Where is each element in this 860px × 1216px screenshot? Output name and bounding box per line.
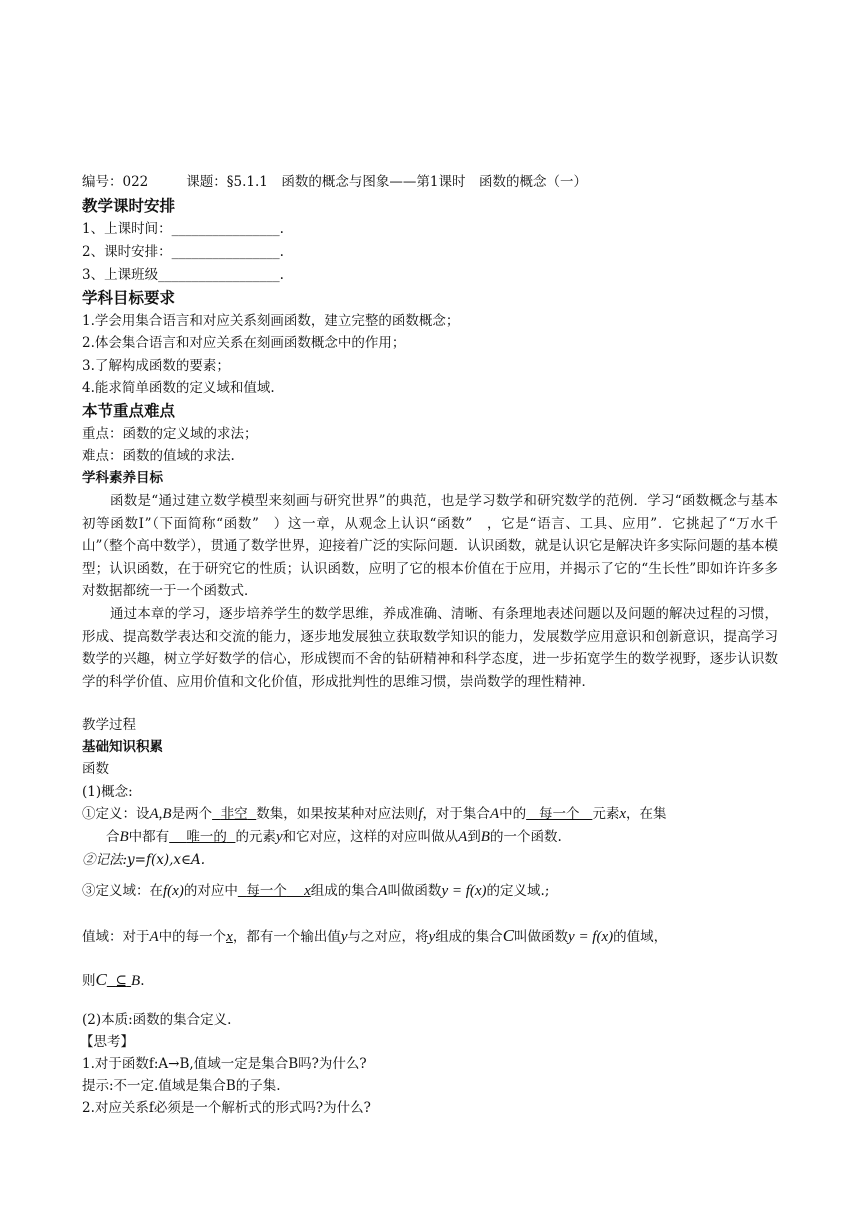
range-text: 的值域， [613,929,668,945]
range-math: B [131,973,141,989]
think-title: 【思考】 [80,1034,134,1050]
def-math: f [418,806,423,822]
arrangement-item: 2、课时安排：________________. [82,244,284,260]
def-text: ，对于集合 [422,806,490,822]
fill-blank-subset: ⊆ [115,973,127,989]
subsection-title-basics: 基础知识积累 [82,739,163,755]
range-text: 中的每一个 [158,929,227,945]
domain-math: y = f(x) [441,883,487,899]
def-math: A [458,829,468,845]
topic-label: 函数 [82,761,109,777]
answer-1: 提示:不一定.值域是集合B的子集. [82,1078,281,1094]
literacy-paragraph-2: 通过本章的学习，逐步培养学生的数学思维，养成准确、清晰、有条理地表述问题以及问题的解决过程的习惯，形成、提高数学表达和交流的能力，逐步地发展独立获取数学知识的能力，发展数学应用意识和创新意识，提高学习数学的兴趣，树立学好数学的信心，形成锲而不舍的钻研精神和科学态度，进一步拓宽学生的数学视野，逐步认识数学的科学价值、应用价值和文化价值，形成批判性的思维习惯，崇尚数学的理性精神． [82,606,778,690]
fill-blank-every: 每一个 [538,806,580,822]
def-text: 合 [106,829,120,845]
fill-blank-nonempty: 非空 [220,806,248,822]
keypoint-item: 难点：函数的值域的求法. [82,448,235,464]
def-math: A [489,806,500,822]
def-text: 中的 [499,806,527,822]
notation-line: ②记法:y=f(x),x∈A. [82,852,206,868]
range-text: ，都有一个输出值 [232,929,341,945]
def-math: x [619,806,627,822]
domain-line [82,881,549,901]
def-math: B [480,829,490,845]
domain-text: ③定义域：在 [82,883,163,899]
question-2: 2.对应关系f必须是一个解析式的形式吗?为什么? [82,1100,371,1116]
domain-math: A [378,883,388,899]
question-1: 1.对于函数f:A→B,值域一定是集合B吗?为什么? [82,1056,367,1072]
def-text: 是两个 [171,806,213,822]
fill-blank-every-x: 每一个 x [246,883,311,899]
def-text: 数集，如果按某种对应法则 [256,806,419,822]
def-math: B [119,829,129,845]
concept-label: (1)概念: [82,784,133,800]
section-title-literacy: 学科素养目标 [82,470,163,486]
definition-line-1 [82,804,667,824]
goal-item: 2.体会集合语言和对应关系在刻画函数概念中的作用； [82,335,406,351]
fill-blank-unique: 唯一的 [186,829,227,845]
range-text: 叫做函数 [514,929,569,945]
lesson-number: 编号：022 [82,174,149,190]
def-text: ，在集 [626,806,667,822]
range-math: A [149,929,159,945]
range-line-1 [82,926,667,947]
essence-line: (2)本质:函数的集合定义. [82,1012,232,1028]
range-math: y = f(x) [568,929,614,945]
range-text: 值域：对于 [82,929,150,945]
section-title-keypoints: 本节重点难点 [82,402,176,420]
domain-text: 组成的集合 [310,883,379,899]
keypoint-item: 重点：函数的定义域的求法； [82,426,258,442]
arrangement-item: 3、上课班级__________________. [82,267,284,283]
range-text: . [140,973,145,989]
def-math: y [275,829,283,845]
definition-line-2 [106,827,562,847]
literacy-paragraph-1: 函数是“通过建立数学模型来刻画与研究世界”的典范，也是学习数学和研究数学的范例．学习“函数概念与基本初等函数Ⅰ”（下面简称“函数” ）这一章，从观念上认识“函数” ，它是“语言、工具、应用”．它挑起了“万水千山”（整个高中数学），贯通了数学世界，迎接着广泛的实际问题．认识函数，就是认识它是解决许多实际问题的基本模型；认识函数，在于研究它的性质；认识函数，应明了它的根本价值在于应用，并揭示了它的“生长性”即如许许多多对数据都统一于一个函数式． [82,493,778,599]
domain-math: f(x) [163,883,184,899]
goal-item: 1.学会用集合语言和对应关系刻画函数，建立完整的函数概念； [82,313,460,329]
def-text: 元素 [592,806,620,822]
goal-item: 3.了解构成函数的要素； [82,358,230,374]
range-math: y [340,929,348,945]
def-math: A,B [149,806,172,822]
range-math: C [502,926,515,945]
lesson-topic: 课题：§5.1.1 函数的概念与图象——第1课时 函数的概念（一） [186,174,587,190]
def-text: 和它对应，这样的对应叫做从 [282,829,459,845]
range-math: C [95,970,107,989]
section-title-arrangement: 教学课时安排 [82,197,176,215]
range-math-blank: x [226,929,233,945]
header-line [82,172,587,192]
range-line-2 [82,970,145,991]
def-text: 到 [467,829,481,845]
range-text: 则 [82,973,96,989]
domain-text: 的对应中 [183,883,238,899]
goal-item: 4.能求简单函数的定义域和值域. [82,380,275,396]
def-text: 的一个函数. [489,829,562,845]
domain-text: 的定义域.; [486,883,550,899]
def-text: 中都有 [128,829,170,845]
def-text: 的元素 [235,829,276,845]
domain-text: 叫做函数 [387,883,442,899]
def-text: ①定义：设 [82,806,150,822]
range-text: 组成的集合 [435,929,503,945]
section-title-goals: 学科目标要求 [82,289,176,307]
section-title-process: 教学过程 [82,717,136,733]
arrangement-item: 1、上课时间：________________. [82,221,284,237]
range-math: y [428,929,436,945]
range-text: 与之对应，将 [347,929,429,945]
